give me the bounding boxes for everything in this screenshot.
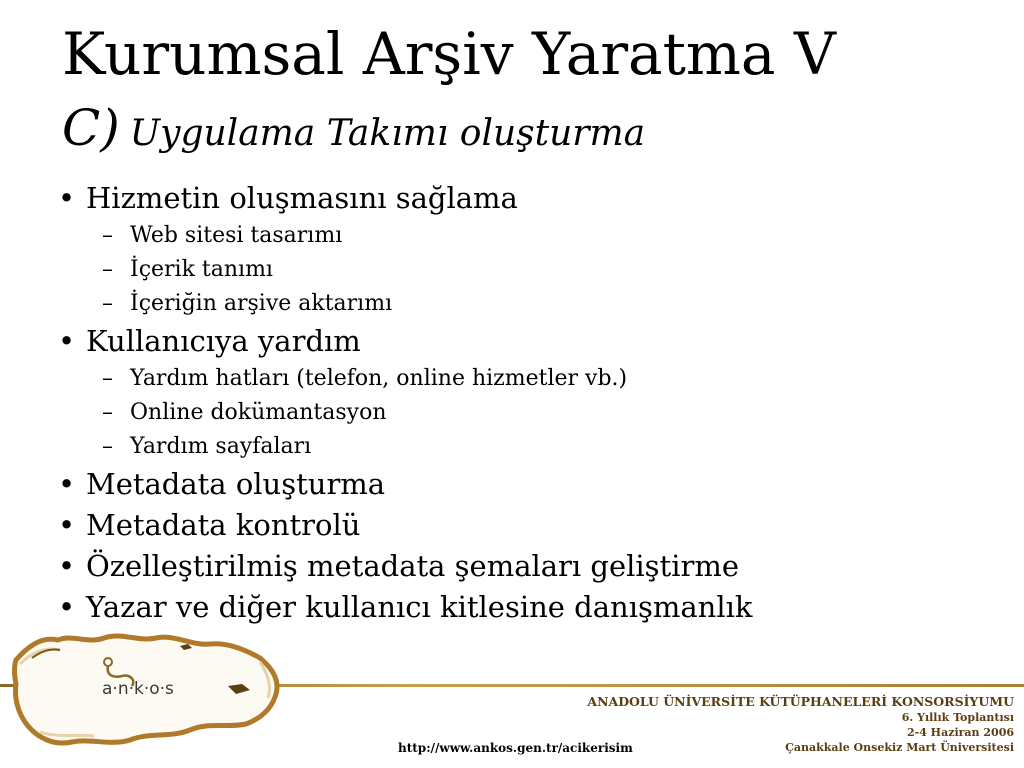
sub-bullet-item: – Online dokümantasyon bbox=[50, 396, 990, 430]
meeting-dates: 2-4 Haziran 2006 bbox=[906, 726, 1014, 739]
sub-bullet-item: – Yardım sayfaları bbox=[50, 430, 990, 464]
host-university: Çanakkale Onsekiz Mart Üniversitesi bbox=[785, 741, 1014, 754]
bullet-item: • Özelleştirilmiş metadata şemaları geliştirme bbox=[50, 546, 990, 587]
turkey-map-icon bbox=[10, 628, 290, 758]
sub-bullet-item: – İçeriğin arşive aktarımı bbox=[50, 287, 990, 321]
meeting-title: 6. Yıllık Toplantısı bbox=[901, 711, 1014, 724]
sub-bullet-item: – Yardım hatları (telefon, online hizmetler vb.) bbox=[50, 362, 990, 396]
bullet-list bbox=[50, 178, 990, 628]
sub-bullet-item: – Web sitesi tasarımı bbox=[50, 219, 990, 253]
bullet-item: • Hizmetin oluşmasını sağlama bbox=[50, 178, 990, 219]
section-title: Uygulama Takımı oluşturma bbox=[129, 113, 646, 154]
slide-title: Kurumsal Arşiv Yaratma V bbox=[62, 20, 836, 88]
slide-subtitle bbox=[62, 100, 645, 168]
bullet-item: • Metadata kontrolü bbox=[50, 505, 990, 546]
footer-info bbox=[587, 694, 1014, 755]
sub-bullet-item: – İçerik tanımı bbox=[50, 253, 990, 287]
ankos-logo bbox=[10, 628, 290, 758]
bullet-item: • Kullanıcıya yardım bbox=[50, 321, 990, 362]
consortium-name: ANADOLU ÜNİVERSİTE KÜTÜPHANELERİ KONSORSİYUMU bbox=[587, 694, 1014, 709]
section-letter: C) bbox=[62, 99, 120, 157]
logo-text: a·n·k·o·s bbox=[102, 679, 174, 699]
bullet-item: • Yazar ve diğer kullanıcı kitlesine danışmanlık bbox=[50, 587, 990, 628]
bullet-item: • Metadata oluşturma bbox=[50, 464, 990, 505]
footer-url-link[interactable]: http://www.ankos.gen.tr/acikerisim bbox=[398, 741, 633, 755]
